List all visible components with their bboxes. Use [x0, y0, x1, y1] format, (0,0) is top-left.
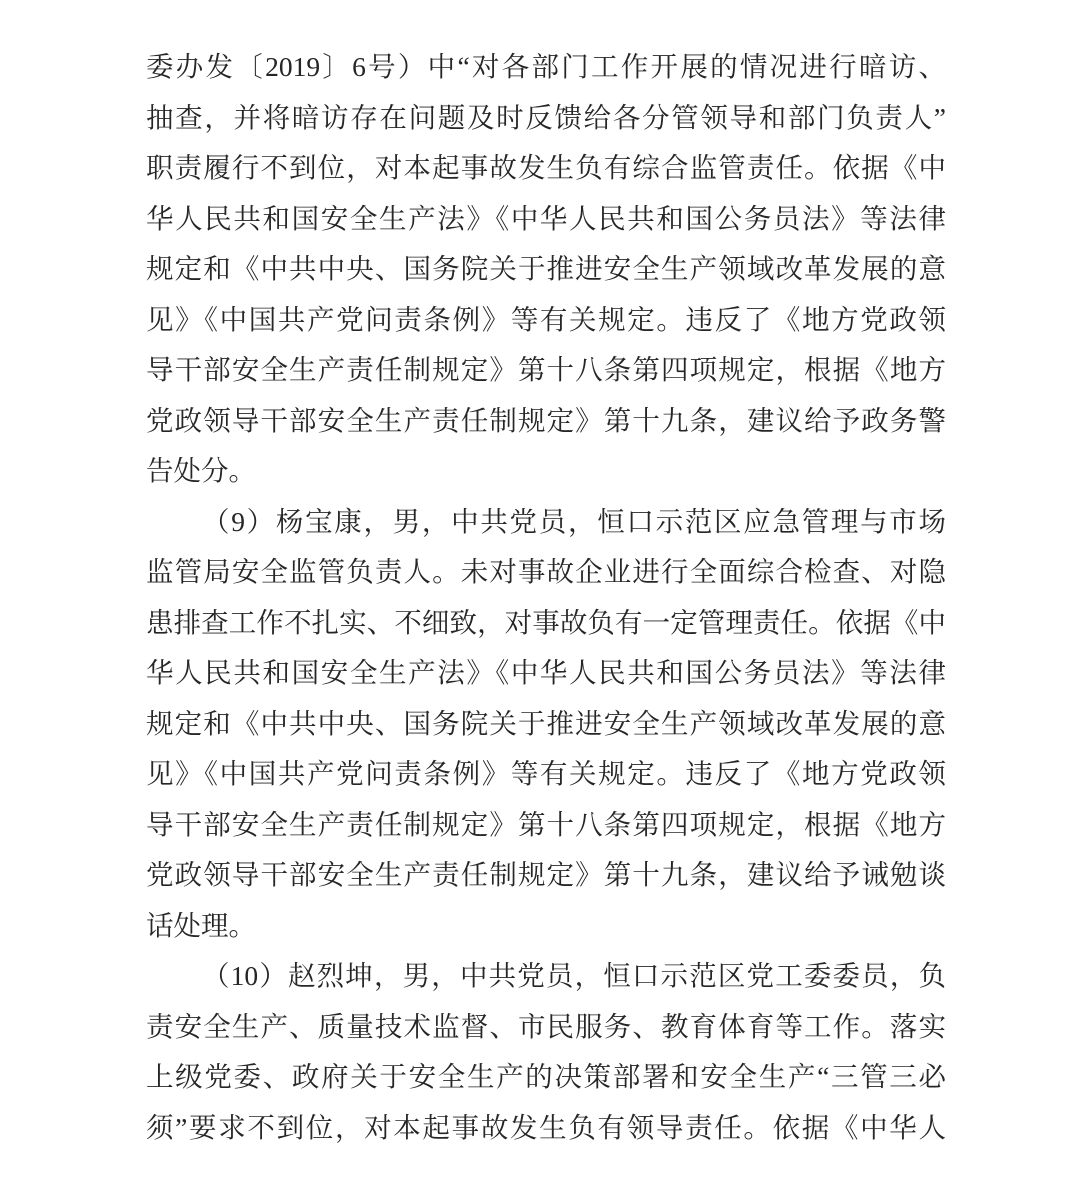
- text-line: 监管局安全监管负责人。未对事故企业进行全面综合检查、对隐: [146, 556, 946, 587]
- text-line: 党政领导干部安全生产责任制规定》第十九条，建议给予诫勉谈: [146, 859, 946, 890]
- text-line: 规定和《中共中央、国务院关于推进安全生产领域改革发展的意: [146, 707, 946, 739]
- text-line: 上级党委、政府关于安全生产的决策部署和安全生产“三管三必: [146, 1061, 946, 1092]
- text-line: 抽查，并将暗访存在问题及时反馈给各分管领导和部门负责人”: [146, 101, 946, 133]
- text-line: 职责履行不到位，对本起事故发生负有综合监管责任。依据《中: [146, 152, 946, 183]
- text-line: 导干部安全生产责任制规定》第十八条第四项规定，根据《地方: [146, 808, 946, 840]
- text-line: （10）赵烈坤，男，中共党员，恒口示范区党工委委员，负: [202, 960, 946, 991]
- text-line: 党政领导干部安全生产责任制规定》第十九条，建议给予政务警: [146, 404, 946, 436]
- text-line: 患排查工作不扎实、不细致，对事故负有一定管理责任。依据《中: [146, 606, 946, 638]
- text-line: 导干部安全生产责任制规定》第十八条第四项规定，根据《地方: [146, 354, 946, 385]
- text-line: 华人民共和国安全生产法》《中华人民共和国公务员法》等法律: [146, 202, 946, 234]
- text-line: 须”要求不到位，对本起事故发生负有领导责任。依据《中华人: [146, 1111, 946, 1143]
- text-line: 规定和《中共中央、国务院关于推进安全生产领域改革发展的意: [146, 253, 946, 284]
- text-line: 见》《中国共产党问责条例》等有关规定。违反了《地方党政领: [146, 758, 946, 789]
- document-text-block: [146, 42, 946, 1153]
- text-line: 委办发〔2019〕6号）中“对各部门工作开展的情况进行暗访、: [146, 51, 946, 82]
- text-line: 话处理。: [146, 909, 256, 941]
- text-line: 华人民共和国安全生产法》《中华人民共和国公务员法》等法律: [146, 657, 946, 688]
- text-line: 责安全生产、质量技术监督、市民服务、教育体育等工作。落实: [146, 1010, 946, 1042]
- text-line: 告处分。: [146, 455, 256, 486]
- text-line: 见》《中国共产党问责条例》等有关规定。违反了《地方党政领: [146, 303, 946, 335]
- text-line: （9）杨宝康，男，中共党员，恒口示范区应急管理与市场: [202, 505, 946, 537]
